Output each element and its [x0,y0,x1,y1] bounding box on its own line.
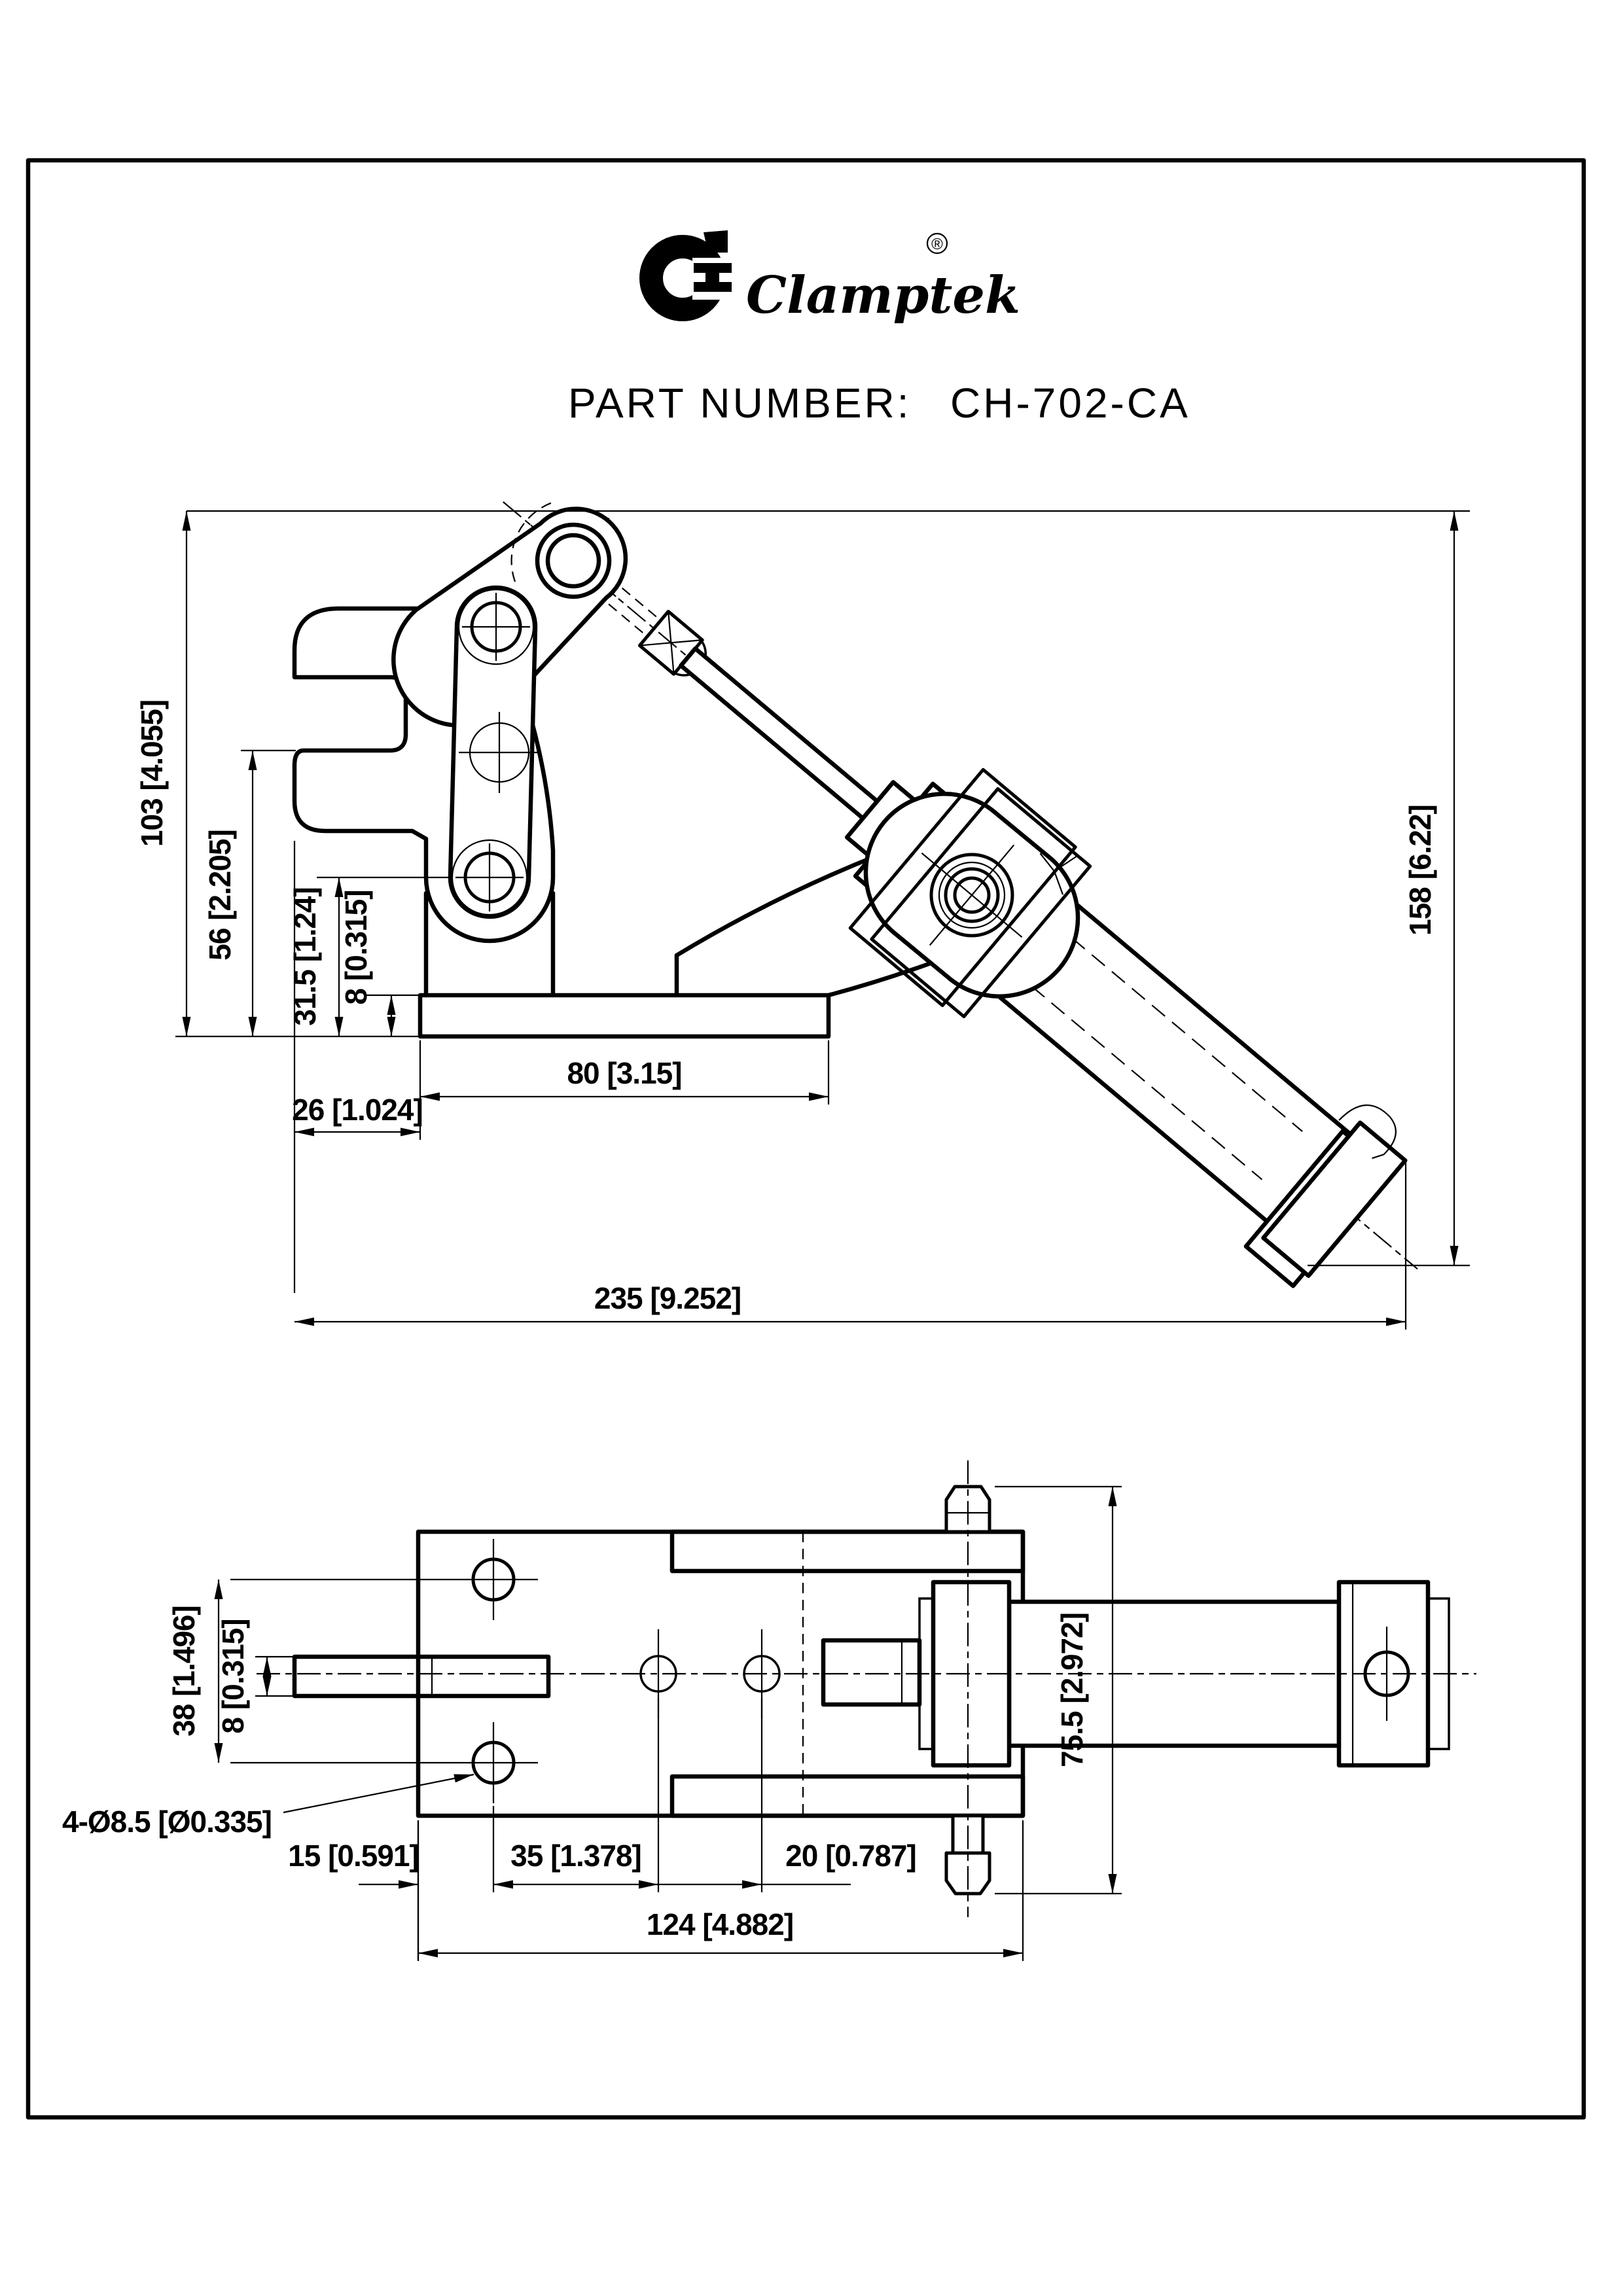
svg-text:31.5 [1.24]: 31.5 [1.24] [288,887,322,1026]
svg-text:103 [4.055]: 103 [4.055] [135,699,169,847]
sv-dim-base-length [420,1040,829,1104]
svg-text:75.5 [2.972]: 75.5 [2.972] [1055,1612,1089,1768]
brand-name: Clamptek [746,266,1021,325]
pv-dim-mount-holes-callout [62,1775,474,1839]
svg-text:235 [9.252]: 235 [9.252] [594,1281,741,1315]
registered-mark-icon [927,234,947,253]
sv-dim-arm-height [203,751,296,1036]
registered-r: ® [931,236,943,253]
sv-dim-base-thickness [339,890,422,1036]
logo [651,230,1020,325]
svg-text:26 [1.024]: 26 [1.024] [292,1093,423,1127]
plan-view [62,1460,1476,1961]
part-number-value: CH-702-CA [950,380,1190,427]
svg-text:56 [2.205]: 56 [2.205] [203,830,237,961]
svg-text:80 [3.15]: 80 [3.15] [567,1056,682,1090]
pv-dim-plate-length [418,1820,1023,1961]
svg-text:15 [0.591]: 15 [0.591] [288,1839,419,1873]
logo-monogram-icon [651,230,738,309]
sv-piston-rod [681,648,877,818]
svg-text:4-Ø8.5 [Ø0.335]: 4-Ø8.5 [Ø0.335] [62,1805,272,1839]
svg-text:8 [0.315]: 8 [0.315] [339,890,373,1005]
sv-dim-overall-height [135,511,187,1036]
side-view [135,426,1481,1340]
pv-dim-arm-thickness [216,1619,296,1733]
svg-text:158 [6.22]: 158 [6.22] [1403,805,1437,936]
svg-text:35 [1.378]: 35 [1.378] [510,1839,641,1873]
svg-text:20 [0.787]: 20 [0.787] [785,1839,916,1873]
svg-text:8 [0.315]: 8 [0.315] [216,1619,250,1734]
svg-text:124 [4.882]: 124 [4.882] [646,1907,794,1941]
sv-base-plate [420,995,829,1036]
part-number-label: PART NUMBER: [568,380,912,427]
svg-text:38 [1.496]: 38 [1.496] [167,1606,201,1737]
pv-dim-edge-to-holes [288,1806,493,1961]
